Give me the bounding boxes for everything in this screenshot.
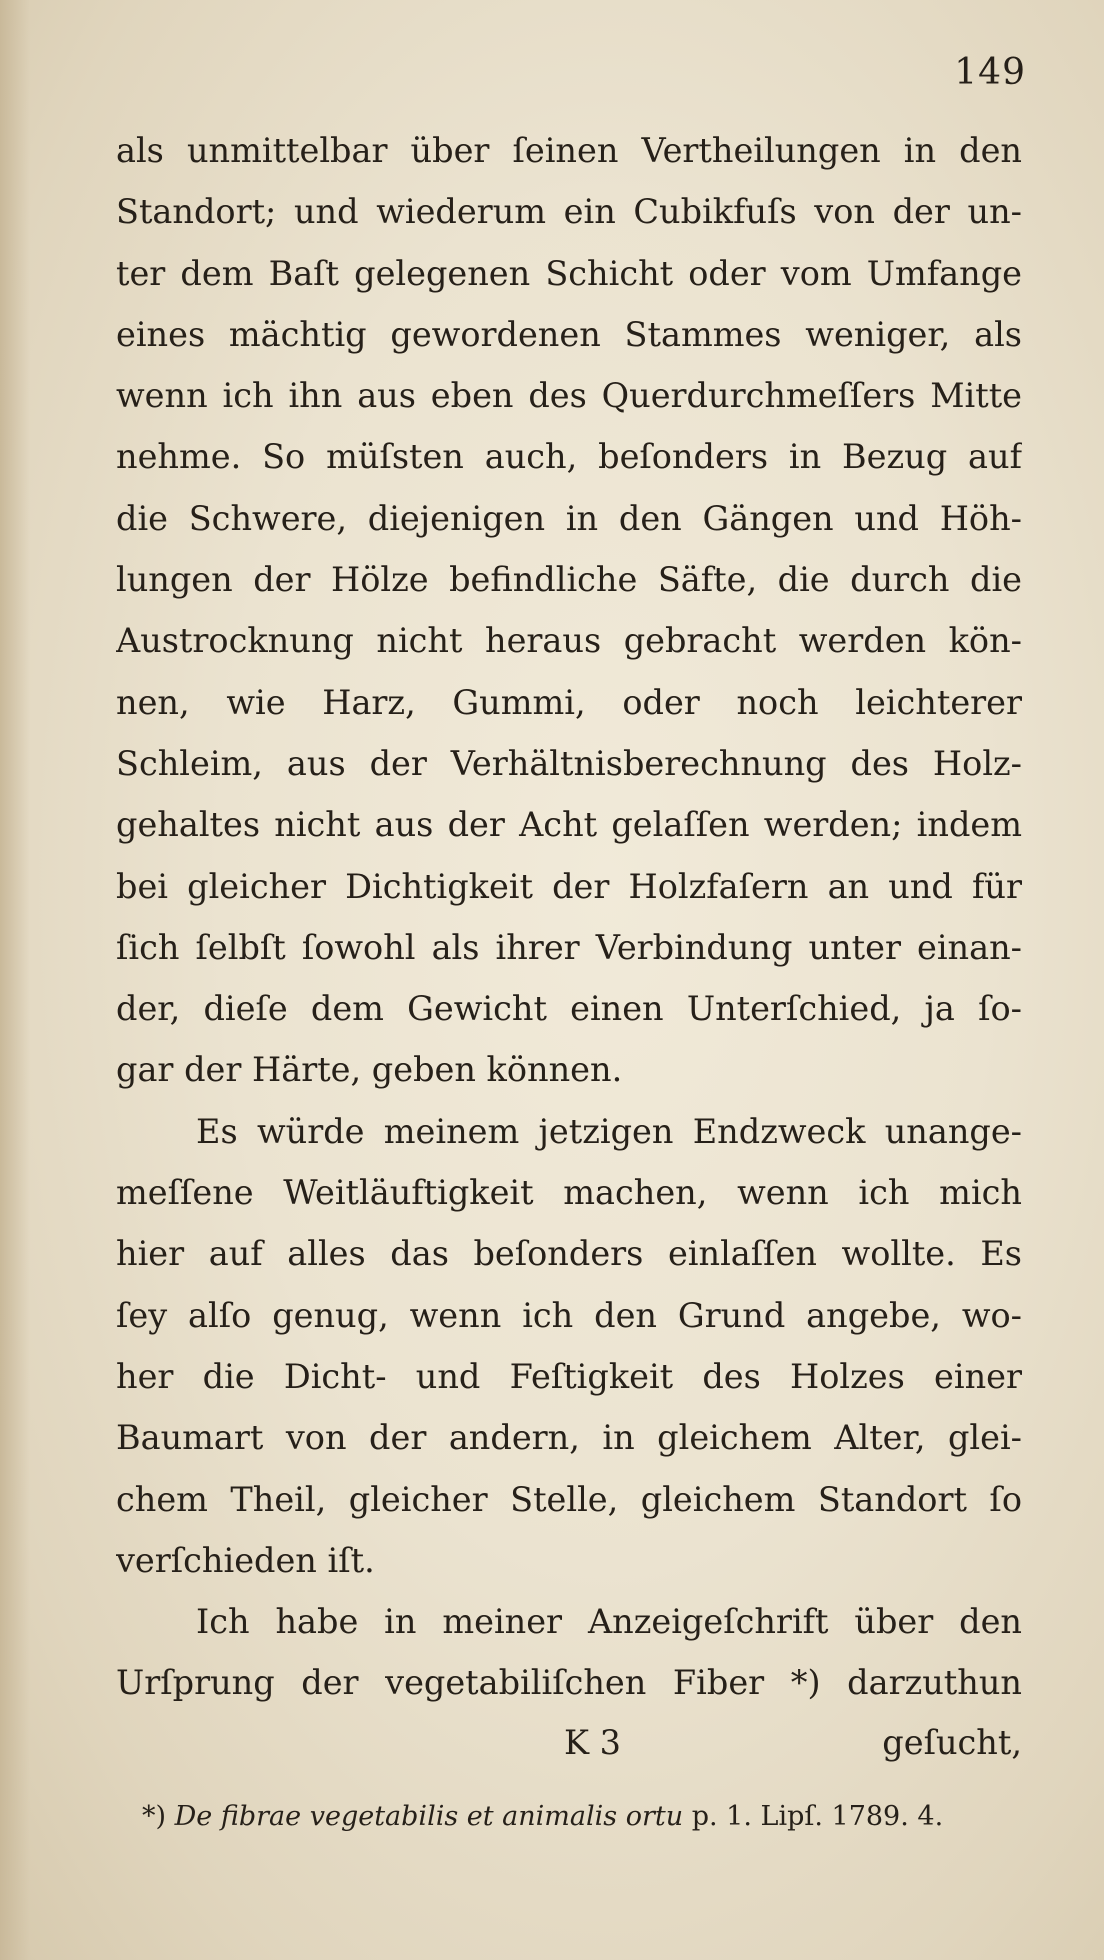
text-line: nehme. So müſsten auch, beſonders in Bezug auf [116,437,1022,477]
text-line: wenn ich ihn aus eben des Querdurchmeſſers Mitte [116,376,1022,416]
footnote-reference: p. 1. Lipſ. 1789. 4. [691,1801,944,1832]
text-line: ſey alſo genug, wenn ich den Grund angebe, wo- [116,1295,1022,1335]
text-line: Standort; und wiederum ein Cubikfuſs von der un- [116,192,1022,232]
text-line: her die Dicht- und Feſtigkeit des Holzes einer [116,1356,1022,1396]
footnote [142,1797,1042,1837]
text-line: gar der Härte, geben können. [116,1050,623,1090]
text-line: der, dieſe dem Gewicht einen Unterſchied, ja ſo- [116,989,1022,1029]
signature-mark: K 3 [564,1723,621,1762]
footnote-marker: *) [142,1801,167,1832]
body-text [116,120,1022,1714]
text-line: chem Theil, gleicher Stelle, gleichem Standort ſo [116,1479,1022,1519]
text-line: Schleim, aus der Verhältnisberechnung des Holz- [116,743,1022,783]
text-line: ſich ſelbſt ſowohl als ihrer Verbindung unter einan- [116,927,1022,967]
text-line: Baumart von der andern, in gleichem Alter, glei- [116,1418,1022,1458]
text-line: verſchieden iſt. [116,1540,375,1580]
text-line: als unmittelbar über ſeinen Vertheilungen in den [116,131,1022,170]
signature-line [116,1713,1022,1773]
text-line: nen, wie Harz, Gummi, oder noch leichterer [116,682,1022,722]
text-line: lungen der Hölze befindliche Säfte, die durch die [116,560,1022,600]
text-line: Es würde meinem jetzigen Endzweck unange- [196,1111,1022,1151]
catchword: geſucht, [882,1723,1022,1762]
text-line: hier auf alles das beſonders einlaſſen wollte. Es [116,1234,1022,1274]
text-line: bei gleicher Dichtigkeit der Holzfaſern an und für [116,866,1022,906]
footnote-title: De fibrae vegetabilis et animalis ortu [174,1801,684,1832]
page-number: 149 [954,52,1026,93]
text-line: Urſprung der vegetabiliſchen Fiber *) darzuthun [116,1663,1022,1703]
text-line: meſſene Weitläuftigkeit machen, wenn ich mich [116,1173,1022,1213]
text-line: gehaltes nicht aus der Acht gelaſſen werden; indem [116,805,1022,845]
text-line: ter dem Baſt gelegenen Schicht oder vom Umfange [116,253,1022,293]
text-line: die Schwere, diejenigen in den Gängen und Höh- [116,498,1022,538]
gutter-shadow [0,0,30,1960]
text-line: Austrocknung nicht heraus gebracht werden kön- [116,621,1022,661]
text-line: Ich habe in meiner Anzeigeſchrift über den [196,1602,1022,1642]
text-line: eines mächtig gewordenen Stammes weniger, als [116,314,1022,354]
